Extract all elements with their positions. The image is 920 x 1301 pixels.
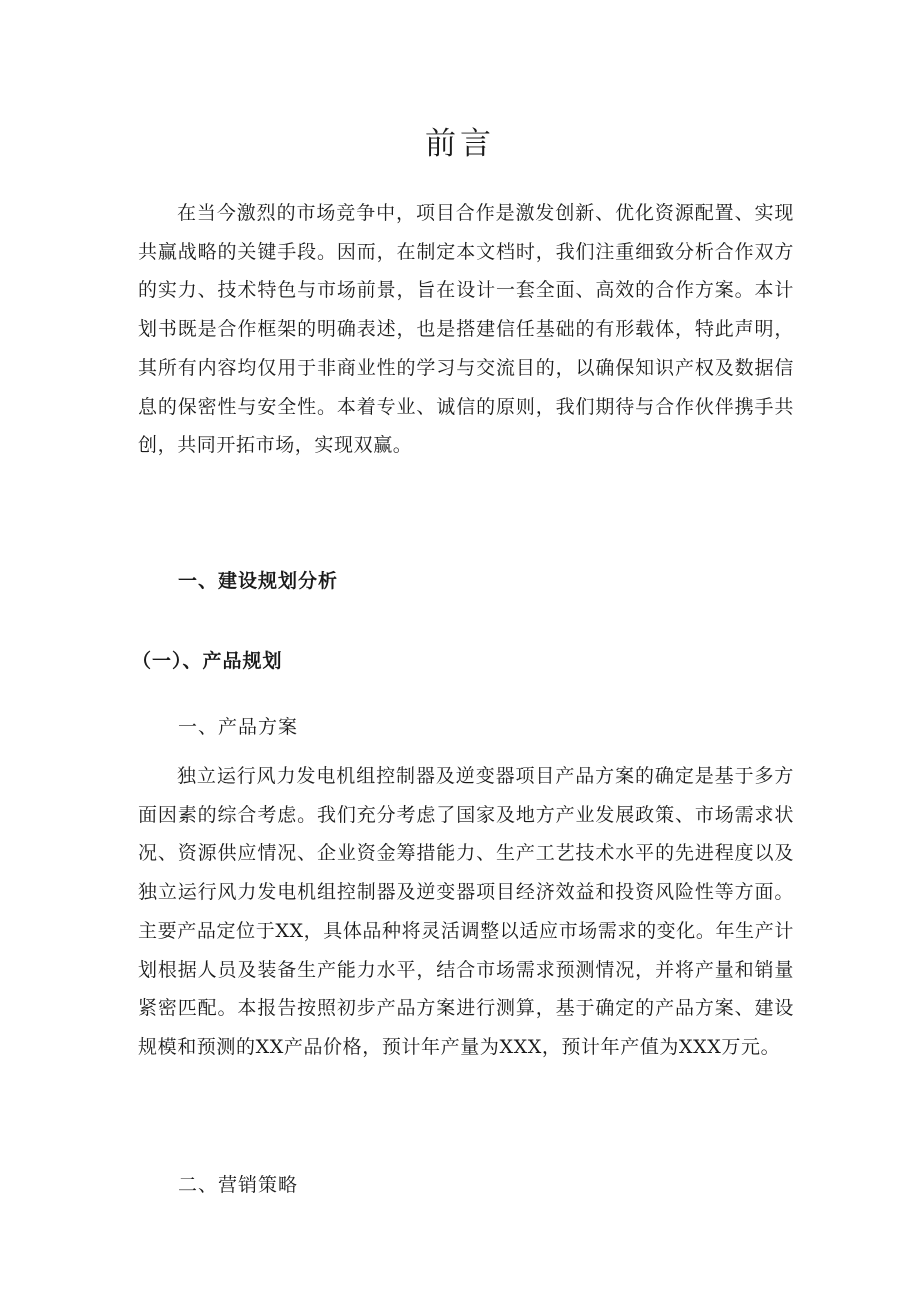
preface-paragraph: 在当今激烈的市场竞争中，项目合作是激发创新、优化资源配置、实现共赢战略的关键手段。因而，在制定本文档时，我们注重细致分析合作双方的实力、技术特色与市场前景，旨在设计一套全面、高效的合作方案。本计划书既是合作框架的明确表述，也是搭建信任基础的有形载体，特此声明，其所有内容均仅用于非商业性的学习与交流目的，以确保知识产权及数据信息的保密性与安全性。本着专业、诚信的原则，我们期待与合作伙伴携手共创，共同开拓市场，实现双赢。 <box>138 202 794 457</box>
item-heading-marketing-strategy: 二、营销策略 <box>178 1174 299 1196</box>
section-heading-construction-planning: 一、建设规划分析 <box>178 570 339 592</box>
product-scheme-paragraph: 独立运行风力发电机组控制器及逆变器项目产品方案的确定是基于多方面因素的综合考虑。我们充分考虑了国家及地方产业发展政策、市场需求状况、资源供应情况、企业资金筹措能力、生产工艺技术水平的先进程度以及独立运行风力发电机组控制器及逆变器项目经济效益和投资风险性等方面。主要产品定位于XX，具体品种将灵活调整以适应市场需求的变化。年生产计划根据人员及装备生产能力水平，结合市场需求预测情况，并将产量和销量紧密匹配。本报告按照初步产品方案进行测算，基于确定的产品方案、建设规模和预测的XX产品价格，预计年产量为XXX，预计年产值为XXX万元。 <box>138 765 794 1058</box>
page-title: 前言 <box>425 126 495 162</box>
subsection-heading-product-planning: （一）、产品规划 <box>132 650 283 672</box>
item-heading-product-scheme: 一、产品方案 <box>178 716 299 738</box>
